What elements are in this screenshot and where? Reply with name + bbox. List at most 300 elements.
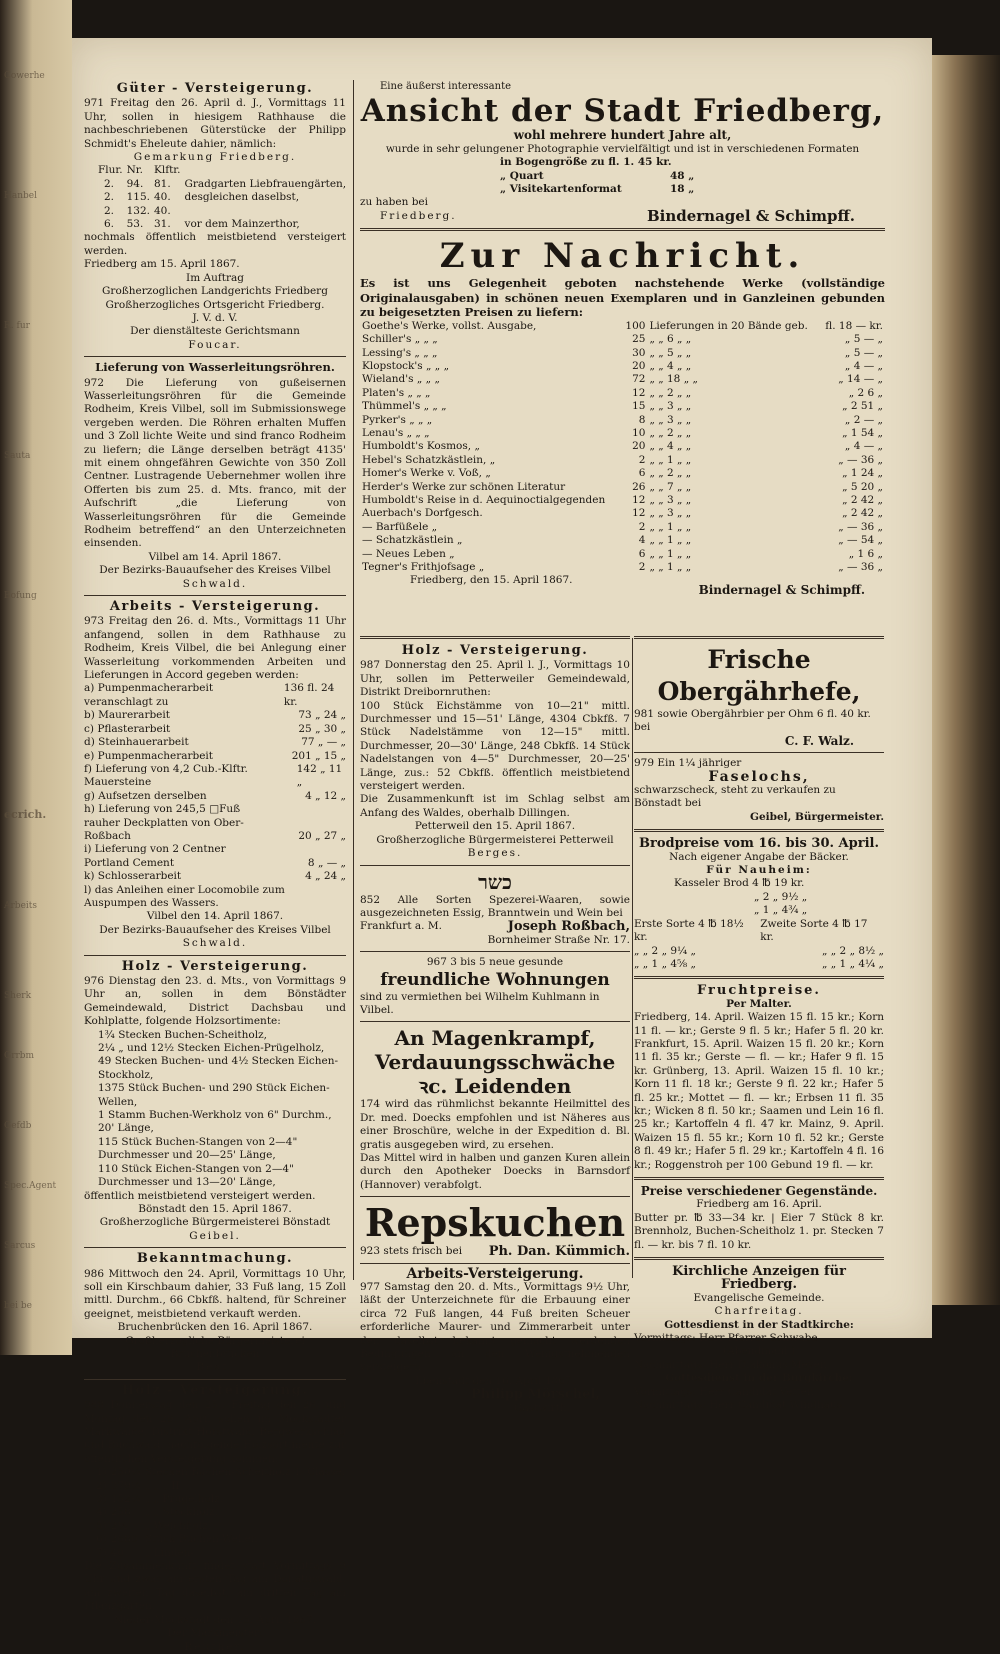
list-item [84, 723, 346, 736]
book-title: Homer's Werke v. Voß, „ [362, 467, 491, 480]
table-row [360, 347, 885, 360]
book-title: Hebel's Schatzkästlein, „ [362, 453, 496, 466]
format-name: „ Visitekartenformat [500, 183, 622, 196]
table-row [360, 320, 885, 333]
binding-text: ecrich. [4, 808, 47, 821]
book-price: „ 5 20 „ [842, 480, 883, 493]
divider [360, 1196, 630, 1197]
book-title: — Neues Leben „ [362, 547, 455, 560]
item-price: 201 „ 15 „ [291, 749, 346, 762]
book-parts: 20 [632, 440, 646, 453]
section-tail: Die Zusammenkunft findet statt Vormittags 9 Uhr und zwar am ersten Tag am Donatuswald, am zweiten Tag daselbst, am dritten Tag am Pflanzgarten. [84, 1560, 346, 1613]
table-row [360, 360, 885, 373]
list-item: 110 Stück Eichen-Stangen von 2—4" Durchmesser und 13—20' Länge, [98, 1162, 294, 1189]
item-price: 8 „ — „ [307, 856, 346, 869]
book-price: „ 2 51 „ [842, 400, 883, 413]
book-price: „ 2 42 „ [842, 507, 883, 520]
format-item [500, 170, 885, 183]
list-item: 115 Stück Buchen-Stangen von 2—4" Durchmesser und 20—25' Länge, [98, 1135, 298, 1162]
service-heading: Gottesdienst in der Burgkirche: [665, 1372, 853, 1385]
service-note: (Abendmahl.) [723, 1345, 795, 1358]
divider [634, 976, 884, 979]
item-label: k) Schlosserarbeit [84, 870, 182, 883]
book-volumes: „ „ 4 „ „ [649, 440, 692, 453]
preise-gegenstande [634, 1185, 884, 1252]
column-left [84, 80, 346, 1654]
nachricht-title: Zur Nachricht. [439, 236, 806, 277]
cell: 3) [96, 1493, 107, 1506]
book-parts: 100 [625, 319, 646, 332]
ad-contact [360, 1245, 630, 1258]
cell: 132. [126, 204, 150, 217]
cell: 7) [96, 1546, 107, 1559]
list-item [84, 870, 346, 883]
list-item [84, 736, 346, 749]
book-volumes: „ „ 2 „ „ [649, 427, 692, 439]
item-price: 25 „ 30 „ [298, 722, 346, 735]
divider [84, 1379, 346, 1380]
ad-name: Ph. Dan. Kümmich. [488, 1244, 630, 1260]
binding-text: Arbeits [4, 901, 38, 911]
ad-tail: Das Mittel wird in halben und ganzen Kuren allein durch den Apotheker Doecks in Barnsdorf (Hannover) verabfolgt. [360, 1151, 630, 1191]
nachricht-intro: Es ist uns Gelegenheit geboten nachstehende Werke (vollständige Originalausgaben) in schönen neuen Exemplaren und in Ganzleinen gebunden zu beigesetzten Preisen zu liefern: [360, 276, 885, 320]
left-page-binding [0, 0, 72, 1355]
section-title: Güter - Versteigerung. [116, 81, 314, 96]
table-row [94, 1480, 347, 1493]
table-row [94, 1520, 347, 1533]
book-title: Klopstock's „ „ „ [362, 359, 450, 372]
book-parts: 12 [632, 507, 646, 520]
ad-headline: Repskuchen [364, 1200, 626, 1246]
cell: 40. [154, 204, 171, 217]
service-line: Vormittags: Herr Pfarrer Schwabe. [634, 1332, 821, 1345]
item-price: 4 „ 24 „ [305, 870, 346, 883]
table-row [84, 218, 348, 231]
sort-prices [634, 918, 884, 972]
column-rule [632, 638, 633, 1278]
date-line: Ilbenstadt den 16. April 1867. [415, 1374, 575, 1387]
sort-1: „ „ 2 „ 9¼ „ [634, 944, 696, 957]
service-line: Nachmittags: Herr Candidat Windhaus. [634, 1399, 846, 1412]
book-title: Platen's „ „ „ [362, 386, 431, 399]
books-table [360, 320, 885, 575]
sort-2: „ „ 2 „ 8½ „ [822, 944, 884, 957]
table-row [360, 454, 885, 467]
signature-line: Großherzogliches Ortsgericht Friedberg. [105, 298, 325, 311]
cell: 250¼ [110, 1466, 141, 1479]
divider [360, 865, 630, 866]
signature-line: Großherzogliche Bürgermeisterei Petterweil [376, 833, 614, 846]
binding-text: Spec.Agent [4, 1181, 57, 1191]
section-subtitle: Nach eigener Angabe der Bäcker. [669, 850, 849, 863]
divider [84, 1247, 346, 1248]
section-tail: Die Zusammenkunft ist im Schlag selbst am Anfang des Waldes, oberhalb Dillingen. [360, 793, 630, 819]
sort-1: Erste Sorte 4 ℔ 18½ kr. [634, 917, 744, 944]
section-title: Arbeits-Versteigerung. [406, 1265, 584, 1282]
divider [634, 829, 884, 832]
divider [360, 636, 630, 639]
table-row [360, 548, 885, 561]
book-parts: 6 [638, 467, 646, 480]
book-parts: 2 [638, 520, 646, 533]
list-item [84, 803, 346, 843]
table-row [94, 1506, 347, 1519]
cell: 2680 [110, 1533, 138, 1546]
divider [360, 1263, 630, 1264]
book-price: „ 1 24 „ [842, 467, 883, 480]
item-price: 136 fl. 24 kr. [283, 682, 335, 708]
divider [360, 228, 885, 231]
signature-name: Schwald. [182, 937, 248, 950]
ad-pre: 967 3 bis 5 neue gesunde [426, 956, 564, 969]
binding-text: Sherk [4, 991, 32, 1001]
table-row [360, 481, 885, 494]
section-body: 972 Die Lieferung von gußeisernen Wasserleitungsröhren für die Gemeinde Rodheim, Kreis Vilbel, soll im Submissionswege vergeben werden. Die Röhren erhalten Muffen und 3 Zoll lichte Weite und sind franco Rodheim zu liefern; die Länge derselben beträgt 4135' mit einem ohngefähren Gewichte von 350 Zoll Centner. Lustragende Uebernehmer wollen ihre Offerten bis zum 25. d. Mts. franco, mit der Aufschrift „die Lieferung von Wasserleitungsröhren für die Gemeinde Rodheim betreffend“ an den Unterzeichneten einsenden. [84, 376, 346, 550]
item-price: 142 „ 11 „ [296, 762, 343, 789]
column-right [634, 636, 884, 1413]
ad-body: 852 Alle Sorten Spezerei-Waaren, sowie ausgezeichneten Essig, Branntwein und Wein bei [360, 893, 630, 919]
book-price: „ 14 — „ [838, 373, 883, 386]
sort-2: Zweite Sorte 4 ℔ 17 kr. [760, 917, 868, 944]
ad-body: sind zu vermiethen bei Wilhelm Kuhlmann in Vilbel. [360, 990, 600, 1016]
ad-headline: Faselochs, [708, 768, 810, 785]
signature-name: Berges. [467, 847, 523, 860]
table-row [360, 400, 885, 413]
section-body: 976 Dienstag den 23. d. Mts., von Vormittags 9 Uhr an, sollen in dem Bönstädter Gemeindewald, District Dachsbau und Kohlplatte, folgende Holzsortimente: [84, 975, 346, 1028]
cell: 6. [104, 218, 115, 231]
book-title: Goethe's Werke, vollst. Ausgabe, [362, 319, 537, 332]
section-title: Lieferung von Wasserleitungsröhren. [95, 360, 335, 375]
sort-1: „ „ 1 „ 4⅝ „ [634, 957, 696, 970]
divider [634, 1257, 884, 1260]
book-parts: 12 [632, 494, 646, 507]
binding-text: bei be [4, 1301, 32, 1311]
table-row [360, 494, 885, 507]
item-label: f) Lieferung von 4,2 Cub.-Klftr. Mauersteine [84, 762, 248, 789]
book-title: Auerbach's Dorfgesch. [362, 507, 483, 520]
signature-name: Reuther. [184, 1640, 246, 1653]
cell: „ Weichholz, [145, 1519, 212, 1532]
book-price: „ 4 — „ [844, 359, 883, 372]
cell: 40. [154, 191, 171, 204]
item-label: l) das Anleihen einer Locomobile zum Auspumpen des Wassers. [84, 883, 285, 909]
holz-versteigerung-2 [84, 1384, 346, 1654]
holz-versteigerung-1 [84, 960, 346, 1244]
book-volumes: „ „ 3 „ „ [649, 507, 692, 520]
cell: 4) [96, 1506, 107, 1519]
book-price: „ — 36 „ [838, 561, 883, 574]
cell: „ „ „ II. „ [145, 1479, 192, 1492]
brodpreise [634, 837, 884, 971]
signature-name: Best. [196, 1361, 234, 1374]
ad-body: 981 sowie Obergährbier per Ohm 6 fl. 40 kr. bei [634, 708, 871, 734]
signature-name: Bindernagel & Schimpff. [698, 583, 865, 598]
signature-line: Der dienstälteste Gerichtsmann [130, 325, 300, 338]
signature-line: Der Bezirks-Bauaufseher des Kreises Vilbel [99, 923, 331, 936]
cell: 258 [110, 1506, 131, 1519]
seller-name: Bindernagel & Schimpff. [646, 206, 855, 225]
guter-versteigerung [84, 82, 346, 352]
book-parts: 2 [638, 561, 646, 574]
book-title: Wieland's „ „ „ [362, 373, 440, 386]
divider [84, 595, 346, 596]
table-row [360, 507, 885, 520]
book-price: „ 2 42 „ [842, 494, 883, 507]
item-label: i) Lieferung von 2 Centner Portland Cement [84, 843, 226, 869]
book-parts: 10 [632, 427, 646, 439]
format-name: „ Quart [500, 169, 544, 182]
book-volumes: „ „ 1 „ „ [649, 453, 692, 466]
cell: „ „ Stockholz, [145, 1506, 218, 1519]
service-line: Vormittags: Herr Candidat Vetter. [634, 1385, 815, 1398]
signature-line: Der Bezirks-Bauaufseher des Kreises Vilbel [99, 564, 331, 577]
ad-title: Ansicht der Stadt Friedberg, [360, 93, 885, 130]
sort-2: „ „ 1 „ 4¼ „ [822, 957, 884, 970]
item-label: e) Pumpenmacherarbeit [84, 749, 214, 762]
format-item [500, 183, 885, 196]
cell: 152¼ [110, 1493, 141, 1506]
table-row [94, 1533, 347, 1546]
column-rule [353, 80, 354, 1280]
column-middle [360, 636, 630, 1415]
book-volumes: Lieferungen in 20 Bände geb. [649, 319, 808, 332]
table-row [360, 467, 885, 480]
book-price: „ 1 6 „ [848, 547, 883, 560]
wasserleitung-section [84, 361, 346, 591]
book-parts: 72 [632, 373, 646, 386]
ad-line: wurde in sehr gelungener Photographie vervielfältigt und ist in verschiedenen Formaten [385, 142, 860, 155]
table-header [84, 164, 348, 177]
kosher-ad [360, 870, 630, 948]
book-volumes: „ „ 3 „ „ [649, 400, 692, 413]
ad-contact [360, 920, 630, 933]
binding-text: Gefdb [4, 1121, 32, 1131]
magenkrampf-ad [360, 1026, 630, 1192]
zur-nachricht [360, 236, 885, 598]
hefe-ad [634, 644, 884, 748]
section-title: Kirchliche Anzeigen für Friedberg. [672, 1264, 846, 1293]
book-price: fl. 18 — kr. [825, 319, 883, 332]
signature-line: Großherzoglichen Landgerichts Friedberg [102, 285, 328, 298]
list-item [84, 763, 346, 790]
book-volumes: „ „ 5 „ „ [649, 346, 692, 359]
table-row [360, 387, 885, 400]
date-line: Vilbel den 14. April 1867. [146, 910, 284, 923]
cell [183, 205, 349, 218]
table-row [360, 427, 885, 440]
holz-versteigerung-3 [360, 644, 630, 861]
wohnung-ad [360, 956, 630, 1017]
list-item [634, 918, 884, 945]
list-item [84, 790, 346, 803]
table-row [360, 333, 885, 346]
book-title: — Schatzkästlein „ [362, 534, 463, 547]
bekanntmachung [84, 1252, 346, 1375]
section-items: 100 Stück Eichstämme von 10—21" mittl. Durchmesser und 15—51' Länge, 4304 Cbkfß. 7 Stück Nadelstämme von 12—15" mittl. Durchmesser, 20—30' Länge, 248 Cbkfß. 14 Stück Nadelstangen von 4—5" Durchmesser, 20—25' Länge, zus.: 52 Cbkfß. öffentlich meistbietend versteigert werden. [360, 699, 630, 793]
cell: 6) [96, 1533, 107, 1546]
cell: desgleichen daselbst, [184, 191, 300, 204]
book-volumes: „ „ 1 „ „ [649, 520, 692, 533]
cell: 2. [104, 191, 115, 204]
date-line: Friedberg, den 15. April 1867. [410, 574, 573, 587]
signature-name: Schwald. [182, 577, 248, 590]
work-items [84, 682, 346, 910]
wood-list [84, 1029, 346, 1190]
divider [84, 356, 346, 357]
signature-name: Foucar. [188, 338, 242, 351]
seller-pre: zu haben bei [360, 196, 428, 209]
top-advertisements [360, 80, 885, 598]
ad-address: Bornheimer Straße Nr. 17. [487, 933, 630, 946]
signature-name: Philipp Mörschel, [470, 1387, 600, 1403]
section-title: Holz - Versteigerung. [401, 643, 589, 658]
table-row [360, 561, 885, 574]
book-parts: 25 [632, 333, 646, 346]
signature-line: Großherzogliche Bürgermeisterei Bönstadt [99, 1216, 331, 1229]
date-line: Vilbel am 14. April 1867. [148, 550, 282, 563]
list-item [634, 945, 884, 958]
book-title: Schiller's „ „ „ [362, 333, 438, 346]
signature-role: Gastwirth. [514, 1401, 570, 1414]
list-item [84, 750, 346, 763]
book-price: „ — 36 „ [838, 520, 883, 533]
cell: 2½ [110, 1519, 128, 1532]
section-title: Holz - Versteigerung. [121, 958, 309, 974]
list-item [84, 884, 346, 911]
divider [360, 1021, 630, 1022]
cell: 2) [96, 1479, 107, 1492]
section-body: Butter pr. ℔ 33—34 kr. | Eier 7 Stück 8 kr. Brennholz, Buchen-Scheitholz 1. pr. Stecken 7 fl. — kr. bis 7 fl. 10 kr. [634, 1211, 884, 1251]
divider [634, 752, 884, 753]
book-price: „ 5 — „ [844, 333, 883, 346]
section-tail: nochmals öffentlich meistbietend versteigert werden. [84, 231, 346, 257]
book-volumes: „ „ 3 „ „ [649, 413, 692, 426]
book-volumes: „ „ 18 „ „ [649, 373, 698, 386]
item-label: c) Pflasterarbeit [84, 722, 171, 735]
book-volumes: „ „ 3 „ „ [649, 494, 692, 507]
book-price: „ 1 54 „ [842, 427, 883, 439]
ad-name: Joseph Roßbach, [507, 919, 630, 935]
item-price: 73 „ 24 „ [298, 709, 346, 722]
binding-text: Grrbm [4, 1051, 35, 1061]
date-line: Bönstadt den 15. April 1867. [138, 1202, 292, 1215]
book-title: Tegner's Frithjofsage „ [362, 561, 485, 574]
list-item: 49 Stecken Buchen- und 4½ Stecken Eichen-Stockholz, [98, 1055, 339, 1081]
th: Flur. [98, 164, 123, 177]
format-list [360, 156, 885, 196]
section-body: Friedberg, 14. April. Waizen 15 fl. 15 kr.; Korn 11 fl. — kr.; Gerste 9 fl. 5 kr.; Hafer 5 fl. 20 kr. Frankfurt, 15. April. Waizen 15 fl. 20 kr.; Korn 11 fl. 35 kr.; Gerste — fl. — kr.; Hafer 9 fl. 15 kr. Grünberg, 13. April. Waizen 15 fl. 10 kr.; Korn 11 fl. 18 kr.; Gerste 9 fl. 22 kr.; Hafer 5 fl. 25 kr.; Mottet — fl. — kr.; Erbsen 11 fl. 35 kr.; Wicken 8 fl. 50 kr.; Saamen und Lein 16 fl. 25 kr.; Kartoffeln 4 fl. 47 kr. Mainz, 9. April. Waizen 15 fl. 55 kr.; Korn 10 fl. 52 kr.; Gerste 8 fl. 49 kr.; Hafer 5 fl. 29 kr.; Kartoffeln 4 fl. 16 kr.; Roggenstroh per 100 Gebund 19 fl. — kr. [634, 1011, 884, 1171]
book-parts: 15 [632, 400, 646, 413]
book-title: Humboldt's Kosmos, „ [362, 440, 480, 453]
ad-body: 979 Ein 1¼ jähriger [634, 757, 742, 770]
wood-table [94, 1466, 347, 1560]
list-item [84, 682, 346, 709]
list-item: 2¼ „ und 12½ Stecken Eichen-Prügelholz, [98, 1042, 325, 1055]
table-row [84, 205, 348, 218]
city-label: Für Nauheim: [706, 864, 812, 877]
table-row [94, 1466, 347, 1479]
nachricht-footer [360, 574, 885, 597]
cell: „ „ Prügelholz, [145, 1493, 224, 1506]
repskuchen-ad [360, 1201, 630, 1258]
ad-tail: schwarzscheck, steht zu verkaufen zu Bönstadt bei [634, 784, 836, 810]
cell: 5) [96, 1519, 107, 1532]
signature-line: Der Markmeister: [167, 1627, 263, 1640]
book-title: Herder's Werke zur schönen Literatur [362, 480, 566, 493]
format-item: in Bogengröße zu fl. 1. 45 kr. [500, 156, 672, 169]
congregation: Evangelische Gemeinde. [693, 1291, 825, 1304]
section-body: 988 Donnerstag den 25., Freitag den 26. und Montag den 29. April sollen im Mockstädter Markwalde, Distrikt Horstwald, Bergwerkschlag und Buchwald, nachfolgende Holzsortimente zur öffentlichen Versteigerung kommen: [84, 1399, 346, 1465]
item-price: 77 „ — „ [301, 736, 346, 749]
list-item [634, 958, 884, 971]
cell: vor dem Mainzerthor, [184, 218, 300, 231]
section-title: Arbeits - Versteigerung. [109, 599, 321, 615]
book-price: „ 4 — „ [844, 440, 883, 453]
cell: Stück Buchen-Wellen, [145, 1533, 262, 1546]
binding-text: Bofung [4, 591, 37, 601]
list-item [84, 709, 346, 722]
table-row [360, 534, 885, 547]
cell: Stecken Buchen-Scheitholz 1. Classe, [145, 1466, 346, 1479]
book-parts: 26 [632, 480, 646, 493]
item-price: 20 „ 27 „ [298, 829, 346, 842]
section-subtitle: Per Malter. [726, 997, 792, 1010]
section-title: Holz - Versteigerung. [121, 1382, 309, 1398]
item-label: g) Aufsetzen derselben [84, 789, 207, 802]
ad-body: 174 wird das rühmlichst bekannte Heilmittel des Dr. med. Doecks empfohlen und ist Näheres aus einer Broschüre, welche in der Expedition d. Bl. gratis ausgegeben wird, zu ersehen. [360, 1098, 630, 1151]
table-row [360, 440, 885, 453]
signature-name: Geibel. [189, 1229, 241, 1242]
section-title: Fruchtpreise. [697, 983, 821, 999]
list-item: 1 Stamm Buchen-Werkholz von 6" Durchm., 20' Länge, [98, 1109, 332, 1135]
section-body: 973 Freitag den 26. d. Mts., Vormittags 11 Uhr anfangend, sollen in dem Rathhause zu Rodheim, Kreis Vilbel, die bei Anlegung einer Wasserleitung vorkommenden Arbeiten und Lieferungen in Accord gegeben werden: [84, 615, 346, 682]
book-parts: 12 [632, 386, 646, 399]
book-volumes: „ „ 4 „ „ [649, 359, 692, 372]
divider [634, 1177, 884, 1180]
faselochs-ad [634, 757, 884, 824]
book-parts: 6 [638, 547, 646, 560]
table-row [360, 373, 885, 386]
binding-text: Sarcus [4, 1241, 36, 1251]
ad-headline: freundliche Wohnungen [380, 969, 610, 990]
cell: „ Linden- [145, 1546, 195, 1559]
table-row [84, 191, 348, 204]
book-price: „ — 54 „ [838, 534, 883, 547]
bread-list [634, 877, 884, 917]
date-line: Nieder-Mockstadt den 15. April 1867. [113, 1613, 317, 1626]
section-body: 987 Donnerstag den 25. April l. J., Vormittags 10 Uhr, sollen im Petterweiler Gemeindewald, Distrikt Dreibornruthen: [360, 659, 630, 699]
book-price: „ — 36 „ [838, 453, 883, 466]
list-item: „ 1 „ 4¾ „ [754, 904, 808, 917]
ad-name: C. F. Walz. [784, 733, 854, 748]
book-price: „ 5 — „ [844, 346, 883, 359]
service-line: Nachmittags: Herr Diakonus Meyer. [634, 1358, 828, 1371]
seller-line [360, 196, 885, 223]
cell: 2. [104, 177, 115, 190]
arbeits-versteigerung [84, 600, 346, 951]
table-row [94, 1547, 347, 1560]
parcel-table [84, 164, 348, 231]
book-volumes: „ „ 2 „ „ [649, 386, 692, 399]
cell: 94. [126, 177, 144, 190]
newspaper-page [72, 38, 932, 1653]
cell: 81. [154, 177, 171, 190]
book-volumes: „ „ 2 „ „ [649, 467, 692, 480]
item-label: b) Maurerarbeit [84, 709, 170, 722]
cell: 2. [104, 204, 115, 217]
book-title: Pyrker's „ „ „ [362, 413, 433, 426]
divider [84, 955, 346, 956]
